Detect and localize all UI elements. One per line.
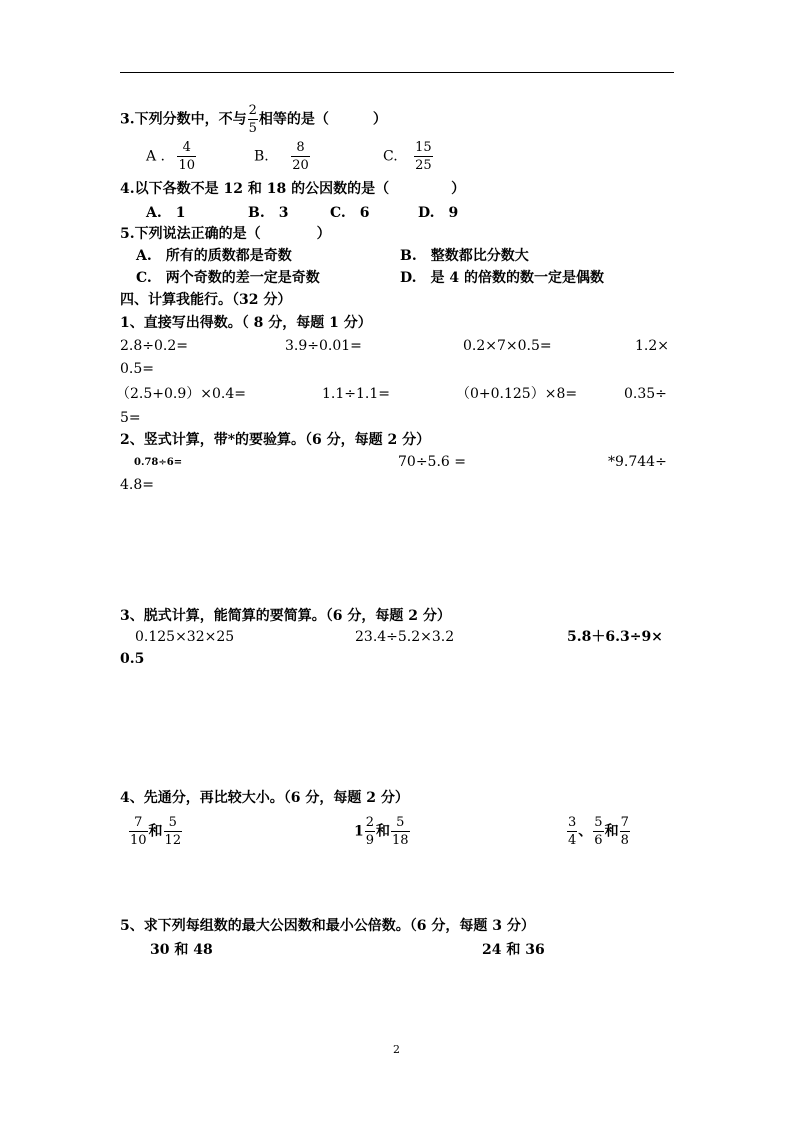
- p2-problem: 0.78÷6=: [134, 457, 183, 468]
- question-3: 3.下列分数中，不与 $\frac{2}{5}$ 相等的是（ ）: [120, 103, 387, 136]
- fraction: $\frac{5}{6}$: [594, 815, 603, 848]
- part-4-title: 4、先通分，再比较大小。（6 分，每题 2 分）: [120, 790, 409, 806]
- q4-option-a: A. 1: [146, 205, 186, 221]
- fraction: $\frac{2}{5}$: [248, 103, 257, 136]
- option-c: C. $\frac{15}{25}$: [383, 140, 432, 173]
- section-4-title: 四、计算我能行。（32 分）: [120, 292, 292, 308]
- p5-problem: 30 和 48: [150, 942, 213, 958]
- option-a: A . $\frac{4}{10}$: [146, 140, 196, 173]
- q5-option-b: B. 整数都比分数大: [400, 248, 529, 264]
- q4-option-b: B. 3: [248, 205, 289, 221]
- fraction: $\frac{15}{25}$: [415, 140, 432, 173]
- p1-problem: 0.2×7×0.5=: [463, 338, 552, 354]
- part-2-title: 2、竖式计算，带*的要验算。（6 分，每题 2 分）: [120, 432, 431, 448]
- question-3-prefix: 3.下列分数中，不与: [120, 111, 247, 128]
- p4-group-3: $\frac{3}{4}$ 、 $\frac{5}{6}$ 和 $\frac{7}{8}$: [568, 815, 629, 848]
- p1-problem-wrap: 0.5=: [120, 361, 154, 377]
- fraction: $\frac{5}{18}$: [392, 815, 409, 848]
- p1-problem-wrap: 5=: [120, 410, 141, 426]
- fraction: $\frac{2}{9}$: [365, 815, 375, 848]
- p1-problem: 3.9÷0.01=: [285, 338, 362, 354]
- q4-option-c: C. 6: [330, 205, 370, 221]
- p4-group-1: $\frac{7}{10}$ 和 $\frac{5}{12}$: [130, 815, 182, 848]
- q5-option-c: C. 两个奇数的差一定是奇数: [136, 270, 320, 286]
- question-5: 5.下列说法正确的是（ ）: [120, 226, 331, 242]
- p1-problem: 0.35÷: [624, 386, 667, 402]
- p5-problem: 24 和 36: [482, 942, 545, 958]
- fraction: $\frac{7}{10}$: [130, 815, 147, 848]
- fraction: $\frac{3}{4}$: [568, 815, 577, 848]
- option-b: B. $\frac{8}{20}$: [254, 140, 309, 173]
- p1-problem: 1.1÷1.1=: [322, 386, 390, 402]
- page-number: 2: [393, 1043, 400, 1056]
- q5-option-d: D. 是 4 的倍数的数一定是偶数: [400, 270, 605, 286]
- q4-option-d: D. 9: [418, 205, 459, 221]
- p1-problem: 1.2×: [635, 338, 669, 354]
- p2-problem: *9.744÷: [608, 454, 667, 470]
- p3-problem: 0.125×32×25: [135, 629, 235, 645]
- part-1-title: 1、直接写出得数。（ 8 分，每题 1 分）: [120, 315, 372, 331]
- p1-problem: 2.8÷0.2=: [120, 338, 188, 354]
- fraction: $\frac{8}{20}$: [292, 140, 309, 173]
- fraction: $\frac{7}{8}$: [620, 815, 629, 848]
- question-4: 4.以下各数不是 12 和 18 的公因数的是（ ）: [120, 181, 466, 197]
- header-rule: [120, 72, 674, 73]
- p3-problem: 5.8＋6.3÷9×: [567, 629, 663, 645]
- p3-problem-wrap: 0.5: [120, 651, 145, 667]
- p3-problem: 23.4÷5.2×3.2: [355, 629, 455, 645]
- part-3-title: 3、脱式计算，能简算的要简算。（6 分，每题 2 分）: [120, 608, 451, 624]
- question-3-suffix: 相等的是（: [258, 111, 329, 128]
- p1-problem: （2.5+0.9）×0.4=: [116, 386, 246, 402]
- p1-problem: （0+0.125）×8=: [456, 386, 578, 402]
- p4-group-2: 1 $\frac{2}{9}$ 和 $\frac{5}{18}$: [354, 815, 409, 848]
- q5-option-a: A. 所有的质数都是奇数: [136, 248, 292, 264]
- p2-problem-wrap: 4.8=: [120, 477, 154, 493]
- fraction: $\frac{5}{12}$: [164, 815, 182, 848]
- mixed-whole: 1: [354, 823, 364, 840]
- fraction: $\frac{4}{10}$: [178, 140, 196, 173]
- part-5-title: 5、求下列每组数的最大公因数和最小公倍数。（6 分，每题 3 分）: [120, 918, 535, 934]
- p2-problem: 70÷5.6 =: [398, 454, 466, 470]
